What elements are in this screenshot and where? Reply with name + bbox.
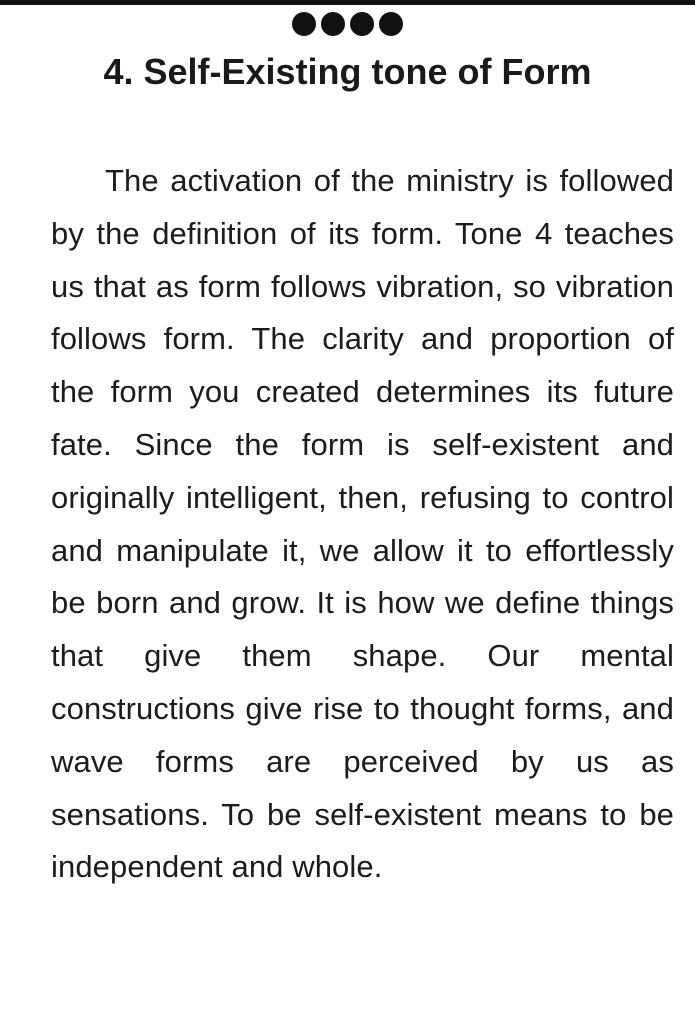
tone-number-dots — [0, 12, 695, 36]
tone-dot — [292, 12, 316, 36]
section-paragraph: The activation of the ministry is followed by the definition of its form. Tone 4 teaches us that as form follows vibration, so vibration follows form. The clarity and proportion of the form you created determines its future fate. Since the form is self-existent and originally intelligent, then, refusing to control and manipulate it, we allow it to effortlessly be born and grow. It is how we define things that give them shape. Our mental constructions give rise to thought forms, and wave forms are perceived by us as sensations. To be self-existent means to be independent and whole. — [51, 163, 674, 885]
tone-dot — [379, 12, 403, 36]
section-title: 4. Self-Existing tone of Form — [103, 51, 592, 92]
tone-dot — [350, 12, 374, 36]
tone-dot — [321, 12, 345, 36]
top-border — [0, 0, 695, 5]
